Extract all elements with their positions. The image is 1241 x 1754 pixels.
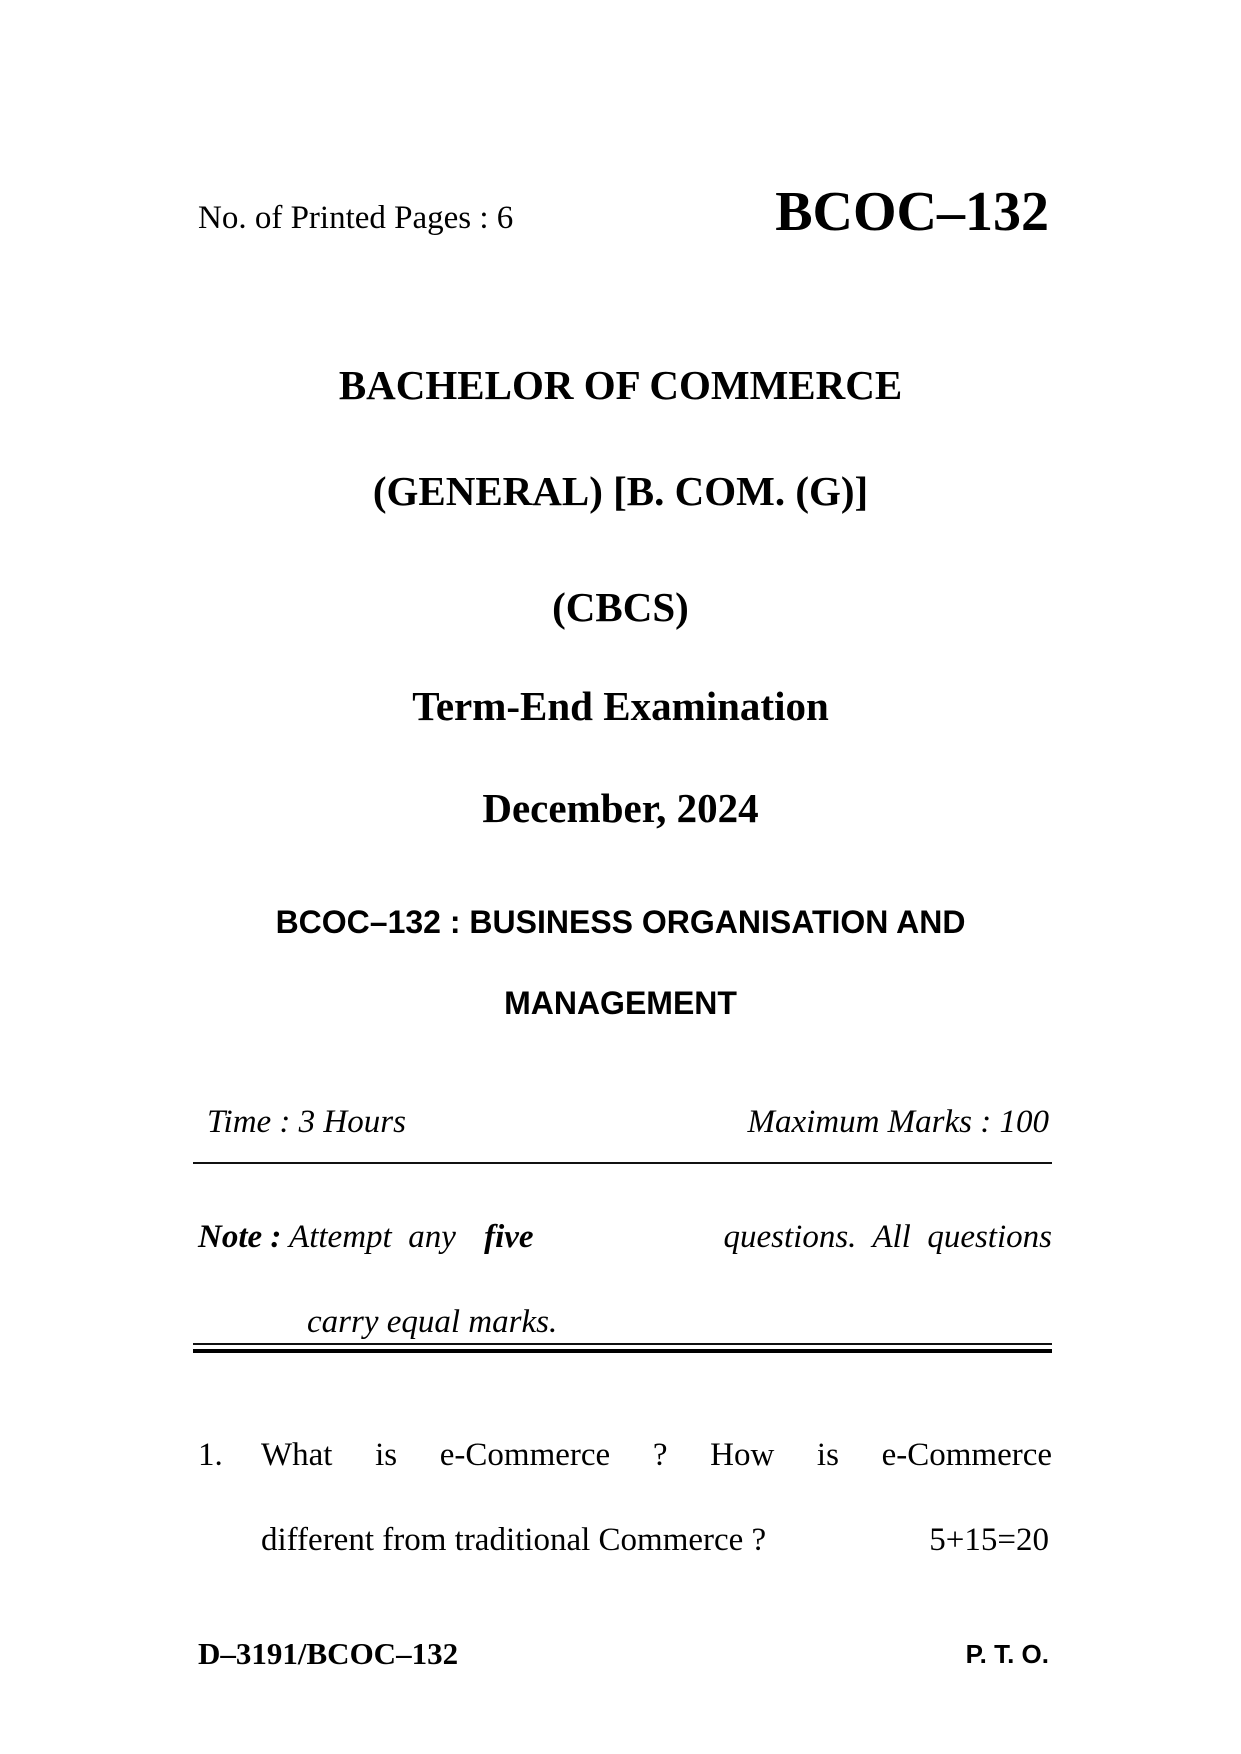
question-number: 1. xyxy=(198,1437,223,1473)
title-exam: Term-End Examination xyxy=(412,683,829,729)
paper-code: BCOC–132 xyxy=(775,181,1049,243)
maximum-marks: Maximum Marks : 100 xyxy=(747,1104,1049,1140)
note-text-pre: Attempt any xyxy=(289,1219,456,1255)
note-emphasis: five xyxy=(484,1219,534,1255)
divider xyxy=(193,1162,1052,1164)
note-text-post: questions. All questions xyxy=(723,1219,1052,1255)
title-degree: (GENERAL) [B. COM. (G)] xyxy=(372,468,869,514)
question-text-line-1: What is e-Commerce ? How is e-Commerce xyxy=(261,1437,1052,1473)
subject-line-2: MANAGEMENT xyxy=(504,985,737,1021)
question-text-line-2: different from traditional Commerce ? xyxy=(261,1522,767,1558)
printed-pages: No. of Printed Pages : 6 xyxy=(198,200,514,236)
note xyxy=(198,1207,1052,1267)
note-label: Note : xyxy=(198,1219,282,1255)
footer-pto: P. T. O. xyxy=(965,1639,1049,1669)
double-rule-thick xyxy=(193,1349,1052,1353)
double-rule-thin xyxy=(193,1343,1052,1345)
subject-line-1: BCOC–132 : BUSINESS ORGANISATION AND xyxy=(275,904,966,940)
title-date: December, 2024 xyxy=(482,785,759,831)
title-programme: BACHELOR OF COMMERCE xyxy=(338,362,903,408)
footer-code: D–3191/BCOC–132 xyxy=(198,1636,459,1671)
time-allowed: Time : 3 Hours xyxy=(207,1104,406,1140)
question-marks: 5+15=20 xyxy=(929,1522,1049,1558)
note-line-2: carry equal marks. xyxy=(307,1304,558,1340)
title-scheme: (CBCS) xyxy=(552,584,689,630)
